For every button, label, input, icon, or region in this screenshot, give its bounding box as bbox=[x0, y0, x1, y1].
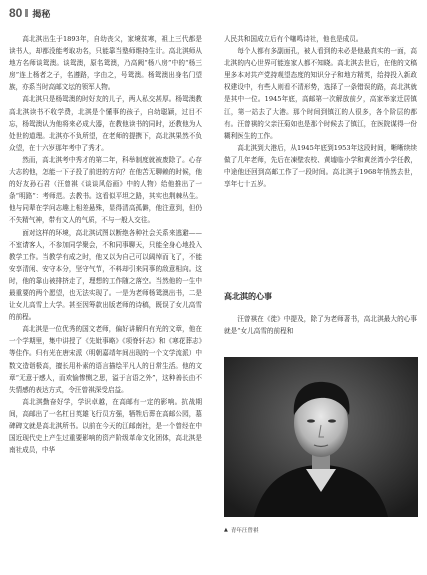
paragraph: 人民共和国成立后有个噻鸣诗社，他也是成员。 bbox=[224, 35, 363, 43]
header-divider bbox=[25, 9, 28, 17]
left-column bbox=[9, 33, 202, 456]
portrait-photo bbox=[224, 357, 418, 517]
paragraph: 高北淇勤奋好学，学识卓越，在高邮有一定的影响。抗战期间，高邮出了一名杠日英雄飞行员方强，牺牲后葬在高邮公园，墓碑碑文就是高北淇所书。以前在今天的江邮南社，是一个曾经在中国近现代史上产生过重要影响的资产阶级革命文化团体，高北淇是南社成员，中华 bbox=[9, 397, 202, 455]
paragraph: 高北淇只是杨鸳澳的时好友的儿子，两人私交甚厚。杨鸳澳教高北淇读书不收学费，北淇是个懂事的孩子，自幼聪颖，过目不忘，杨鸳澳认为他将来必成大器，在教他读书的同时，还教他为人处世的道理。北淇亦不负所望，在老师的提携下，高北淇果然不负众望，在十六岁那年考中了秀才。 bbox=[9, 95, 202, 152]
triangle-marker-icon: ▲ bbox=[224, 527, 228, 533]
paragraph: 高北淇是一位优秀的国文老师，偏好讲解归有光的文章，他在一个学期里，集中讲授了《先妣事略》《项脊轩志》和《寒花葬志》等佳作。归有光在唐宋派（明朝嘉靖年间出现的一个文学流派）中数文造诣极高，擅长用朴素的语言描绘平凡人的日常生活。他的文章“无意于感人，而欢愉惨恻之思，溢于言语之外”，这种善长由不失情感的表达方式，令汪曾祺深受启益。 bbox=[9, 325, 202, 394]
paragraph: 高北淇到大港后，从1945年底到1953年这段时间，晰晰续续做了几年老师，先后在凍壁农校、黄墟临小学和黄丝湾小学任教，中途他还回到高邮工作了一段时间。高北淇于1968年悄然去世，享年七十五岁。 bbox=[224, 143, 417, 189]
portrait-image bbox=[224, 357, 418, 517]
paragraph: 高北淇出生于1893年，自幼丧父，家境贫寒，祖上三代都是读书人，却都没能考取功名，只能靠当塾师维持生计。高北淇师从地方名师谈鸳澳。谈鸳澳，原名鸳澳，乃高阙“杨八房”中的“杨三房”连上杨者之子，名遵路，字由之，号鸳澳。杨鸳澳出身名门望族，亦系当时高邮文坛的领军人物。 bbox=[9, 35, 202, 92]
caption-text: 青年汪曾祺 bbox=[230, 528, 259, 534]
paragraph: 然而，高北淇考中秀才的第二年，科举制度就被废除了。心存大志的他，怎能一下子投了前进的方向？在他苦无聊赖的时候，他的好友孙石君（汪曾祺《谈谈风俗画》中的人物）给他推出了一条“明路”：考师范。去教书。这看似平坦之路，其实也荆棘丛生。他与同辈在学问志趣上相差悬殊，显得清高孤僻，他注意到，但仍不失精气神，带有文人的气质，不与一般人交往。 bbox=[9, 155, 202, 225]
section-label: 揭秘 bbox=[32, 9, 51, 20]
paragraph: 面对这样的环境，高北淇试图以断绝各种社会关系来逃避——不室请客人，不参加同学聚会，不和同事聊天，只能全身心地投入教学工作。当教学有成之时，他又以为自己可以阔绰而飞了，不能安享清闲、安守本分，坚守气节，不料却引来同事的敌意相向。这时，他的靠山被排挤走了，理想的工作随之落空。当然他的一生中最重要的两个愿望，也无法实现了。一是为老师杨鸳澳出书，二是让女儿高雪上大学。甚至因筹款出版老师的诗稿，既误了女儿高雪的前程。 bbox=[9, 228, 202, 322]
photo-caption bbox=[224, 526, 258, 534]
right-column-top bbox=[224, 33, 417, 283]
page-number: 80 bbox=[9, 6, 23, 20]
paragraph: 汪曾祺在《徙》中提及，除了为老师著书，高北淇最大的心事就是“女儿高雪的前程和 bbox=[224, 315, 417, 336]
section-title: 高北淇的心事 bbox=[224, 292, 272, 301]
page-header bbox=[0, 0, 427, 26]
paragraph: 每个人都有多副面孔，被人看到的未必是他最真实的一面，高北淇的内心世界可能连家人都不知晓。高北淇去世后，在他的文稿里多本对共产党持观望态度的知识分子和地方精英，给持投入新政权建设中，有些人则看不清形势，选择了一条错误的路，高北淇就是其中一位。1945年底，高邮第一次解放前夕，高家举家迁居镇江，第一站去了大港。那个时间到镇江的人很多，各个阶层的都有。汪曾祺的父亲汪菊如也是那个时候去了镇江，在医院谋得一份糊利医生的工作。 bbox=[224, 47, 417, 140]
